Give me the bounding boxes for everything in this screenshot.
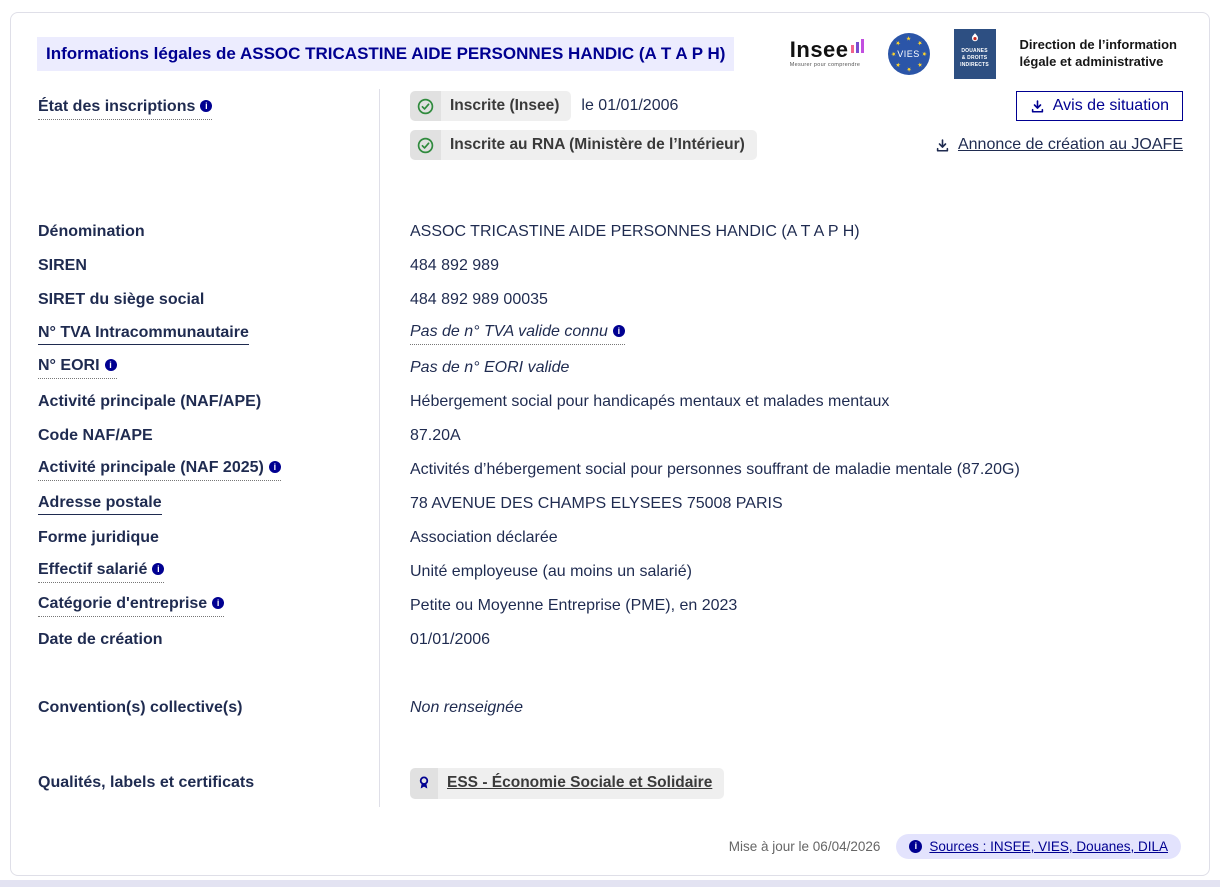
naf2025-label-tooltip[interactable] xyxy=(38,459,281,481)
eu-star-icon: ★ xyxy=(894,39,903,48)
row-adresse xyxy=(11,487,1209,521)
row-code-naf xyxy=(11,419,1209,453)
row-label-text: Forme juridique xyxy=(38,529,159,546)
spacer-row xyxy=(11,725,1209,759)
info-icon xyxy=(200,100,212,112)
info-icon xyxy=(152,563,164,575)
row-label-text: Effectif salarié xyxy=(38,561,148,578)
avis-de-situation-button[interactable] xyxy=(1016,91,1183,121)
info-icon xyxy=(212,597,224,609)
row-etat-inscriptions xyxy=(11,89,1209,175)
spacer-row xyxy=(11,657,1209,691)
page-title xyxy=(37,37,734,71)
row-label-text: Convention(s) collective(s) xyxy=(38,699,243,716)
row-label-text: Code NAF/APE xyxy=(38,427,153,444)
check-circle-icon xyxy=(410,91,441,121)
eu-star-icon: ★ xyxy=(914,39,923,48)
douanes-logo xyxy=(954,29,996,79)
insee-logo xyxy=(790,39,864,69)
insee-barchart-icon xyxy=(851,39,864,53)
eu-star-icon: ★ xyxy=(891,51,898,57)
inscription-line-rna xyxy=(410,130,1183,160)
categorie-label-tooltip[interactable] xyxy=(38,595,224,617)
page-title-highlight: Informations légales de ASSOC TRICASTINE AIDE PERSONNES HANDIC (A T A P H) xyxy=(37,37,734,71)
dila-logo xyxy=(1020,37,1177,71)
row-value-text: 484 892 989 00035 xyxy=(410,291,548,308)
etat-inscriptions-tooltip[interactable] xyxy=(38,98,212,120)
info-icon xyxy=(105,359,117,371)
row-label-text: N° EORI xyxy=(38,357,100,374)
row-label-text: Catégorie d'entreprise xyxy=(38,595,208,612)
row-activite-naf xyxy=(11,385,1209,419)
row-value-text: Unité employeuse (au moins un salarié) xyxy=(410,563,692,580)
douanes-flame-icon xyxy=(969,33,981,46)
row-value-text: 484 892 989 xyxy=(410,257,499,274)
tva-label-link[interactable]: N° TVA Intracommunautaire xyxy=(38,324,249,345)
dila-logo-line2: légale et administrative xyxy=(1019,54,1164,69)
eu-star-icon: ★ xyxy=(905,36,912,43)
row-value-text: Pas de n° TVA valide connu xyxy=(410,323,608,340)
row-value-text: ASSOC TRICASTINE AIDE PERSONNES HANDIC (A T A P H) xyxy=(410,223,860,240)
row-label-text: SIRET du siège social xyxy=(38,291,205,308)
info-icon xyxy=(909,840,922,853)
adresse-label-link[interactable]: Adresse postale xyxy=(38,494,162,515)
row-value-text: 01/01/2006 xyxy=(410,631,491,648)
insee-status-date: le 01/01/2006 xyxy=(581,97,679,114)
page-footer-strip xyxy=(0,880,1220,887)
row-naf-2025 xyxy=(11,453,1209,487)
row-denomination xyxy=(11,215,1209,249)
inscription-lines xyxy=(410,91,1183,175)
row-label-text: Activité principale (NAF/APE) xyxy=(38,393,262,410)
tva-value-tooltip[interactable] xyxy=(410,323,625,345)
legal-info-card xyxy=(10,12,1210,876)
row-qualites-labels xyxy=(11,759,1209,807)
row-value-text: Hébergement social pour handicapés mentaux et malades mentaux xyxy=(410,393,890,410)
row-label-text: Activité principale (NAF 2025) xyxy=(38,459,264,476)
row-value-text: Petite ou Moyenne Entreprise (PME), en 2023 xyxy=(410,597,738,614)
sources-pill[interactable] xyxy=(896,834,1181,859)
insee-logo-text: Insee xyxy=(789,37,849,63)
joafe-download-link[interactable] xyxy=(935,136,1183,154)
info-icon xyxy=(269,461,281,473)
row-tva xyxy=(11,317,1209,351)
row-siret xyxy=(11,283,1209,317)
download-icon xyxy=(935,138,950,153)
spacer-row xyxy=(11,175,1209,215)
eu-star-icon: ★ xyxy=(894,60,903,69)
vies-logo-text: VIES xyxy=(897,49,920,59)
rna-status-badge xyxy=(410,130,757,160)
row-date-creation xyxy=(11,623,1209,657)
insee-status-badge xyxy=(410,91,571,121)
row-conventions xyxy=(11,691,1209,725)
row-forme-juridique xyxy=(11,521,1209,555)
medal-icon xyxy=(410,768,438,799)
row-effectif xyxy=(11,555,1209,589)
card-footer xyxy=(11,834,1209,875)
eu-star-icon: ★ xyxy=(905,65,912,72)
avis-button-label: Avis de situation xyxy=(1052,97,1169,114)
row-label-text: État des inscriptions xyxy=(38,98,196,115)
legal-info-table xyxy=(11,89,1209,811)
rna-status-label: Inscrite au RNA (Ministère de l’Intérieur) xyxy=(441,130,757,160)
card-header xyxy=(11,13,1209,89)
effectif-label-tooltip[interactable] xyxy=(38,561,164,583)
row-value-text: Non renseignée xyxy=(410,699,523,716)
download-icon xyxy=(1030,99,1045,114)
row-label-text: Dénomination xyxy=(38,223,145,240)
row-label-text: Qualités, labels et certificats xyxy=(38,774,255,791)
insee-status-label: Inscrite (Insee) xyxy=(441,91,571,121)
row-value-text: Activités d’hébergement social pour personnes souffrant de maladie mentale (87.20G) xyxy=(410,461,1020,478)
joafe-link-label: Annonce de création au JOAFE xyxy=(957,136,1183,153)
row-categorie xyxy=(11,589,1209,623)
insee-logo-top xyxy=(790,39,864,61)
row-value-text: 87.20A xyxy=(410,427,461,444)
insee-tagline: Mesurer pour comprendre xyxy=(789,62,861,69)
row-value-text: Association déclarée xyxy=(410,529,558,546)
row-label-text: SIREN xyxy=(38,257,87,274)
douanes-logo-text: DOUANES & DROITS INDIRECTS xyxy=(960,48,989,68)
row-value-text: Pas de n° EORI valide xyxy=(410,359,570,376)
ess-badge-label: ESS - Économie Sociale et Solidaire xyxy=(438,768,724,799)
rna-status xyxy=(410,130,757,160)
row-eori xyxy=(11,351,1209,385)
inscription-line-insee xyxy=(410,91,1183,121)
last-updated-text: Mise à jour le 06/04/2026 xyxy=(728,839,881,854)
row-label xyxy=(11,89,379,175)
dila-logo-line1: Direction de l’information xyxy=(1019,37,1177,53)
eori-label-tooltip[interactable] xyxy=(38,357,117,379)
row-value-text: 78 AVENUE DES CHAMPS ELYSEES 75008 PARIS xyxy=(410,495,783,512)
eu-star-icon: ★ xyxy=(914,60,923,69)
eu-star-icon: ★ xyxy=(920,51,927,57)
row-label-text: Date de création xyxy=(38,631,163,648)
row-value xyxy=(379,89,1209,175)
ess-badge-link[interactable] xyxy=(410,768,724,799)
check-circle-icon xyxy=(410,130,441,160)
partner-logos xyxy=(790,29,1183,79)
insee-status xyxy=(410,91,678,121)
sources-link-label: Sources : INSEE, VIES, Douanes, DILA xyxy=(929,839,1168,854)
info-icon xyxy=(613,325,625,337)
row-siren xyxy=(11,249,1209,283)
vies-logo xyxy=(888,33,930,75)
